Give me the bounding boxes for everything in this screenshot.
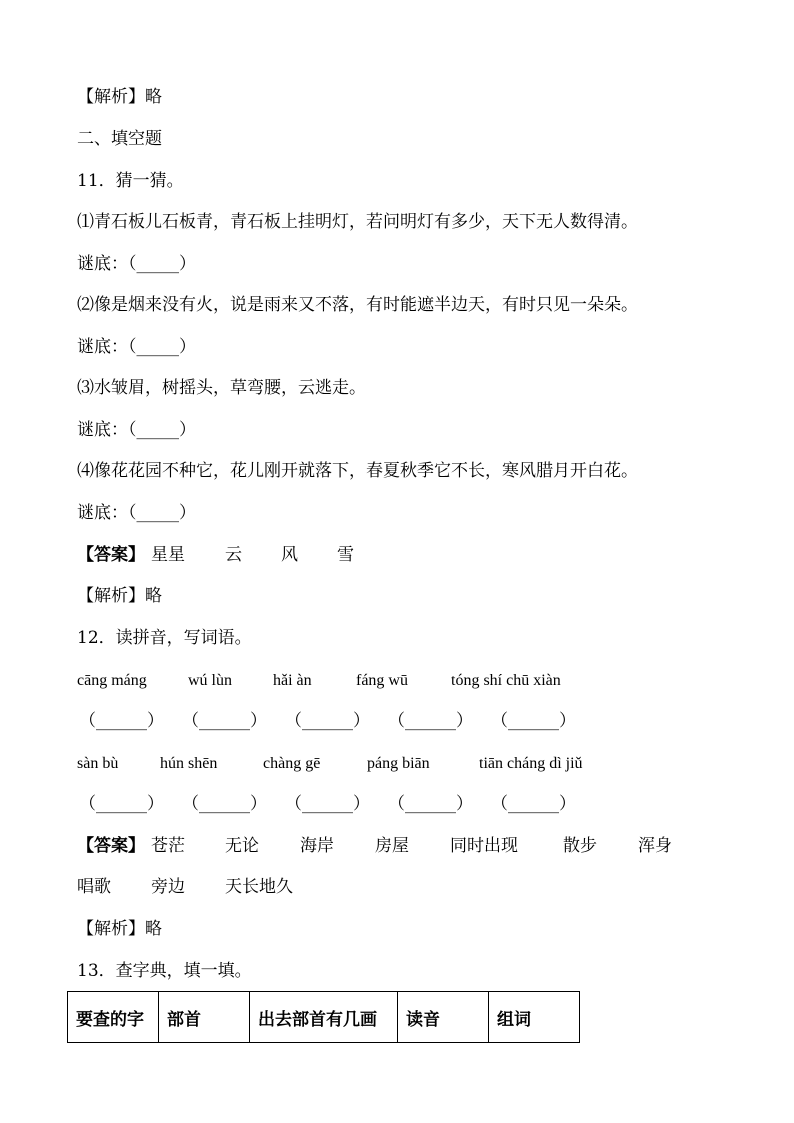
q11-answer-item: 云 (225, 545, 242, 565)
q12-blank: （______） (79, 794, 164, 814)
q12-answer-item: 唱歌 (77, 877, 111, 897)
q12-blank: （______） (79, 711, 164, 731)
table-header-row (68, 992, 580, 1043)
q12-pinyin: páng biān (367, 755, 430, 772)
q12-pinyin: wú lùn (188, 672, 232, 689)
q12-answer-item: 散步 (563, 836, 597, 856)
q12-answer-item: 浑身 (638, 836, 672, 856)
q12-blank: （______） (182, 794, 267, 814)
q12-answer-label: 【答案】 (77, 836, 145, 856)
q12-blank: （______） (491, 794, 576, 814)
q12-pinyin: sàn bù (77, 755, 119, 772)
q11-analysis: 【解析】略 (77, 586, 162, 606)
q12-answer-item: 无论 (225, 836, 259, 856)
q12-answer-item: 海岸 (300, 836, 334, 856)
q11-riddle-3: ⑶水皱眉，树摇头，草弯腰，云逃走。 (77, 378, 366, 398)
q12-answer-item: 同时出现 (450, 836, 518, 856)
q11-riddle-4: ⑷像花花园不种它，花儿刚开就落下，春夏秋季它不长，寒风腊月开白花。 (77, 461, 638, 481)
table-header-cell: 要查的字 (68, 992, 159, 1043)
q12-blank: （______） (285, 794, 370, 814)
q12-pinyin: chàng gē (263, 755, 321, 772)
q12-pinyin: tiān cháng dì jiǔ (479, 755, 583, 772)
q11-blank-1: 谜底：（_____） (77, 254, 196, 274)
q11-answer-item: 雪 (337, 545, 354, 565)
analysis-top: 【解析】略 (77, 87, 162, 107)
q12-analysis: 【解析】略 (77, 919, 162, 939)
q12-pinyin: tóng shí chū xiàn (451, 672, 561, 689)
q11-riddle-2: ⑵像是烟来没有火，说是雨来又不落，有时能遮半边天，有时只见一朵朵。 (77, 295, 638, 315)
q12-blank: （______） (285, 711, 370, 731)
q12-title: 12．读拼音，写词语。 (77, 628, 252, 648)
q11-blank-3: 谜底：（_____） (77, 420, 196, 440)
q12-blank: （______） (182, 711, 267, 731)
q12-blank: （______） (388, 711, 473, 731)
q13-dictionary-table (67, 991, 580, 1043)
q12-pinyin: fáng wū (356, 672, 408, 689)
q12-blank: （______） (388, 794, 473, 814)
q12-answer-item: 旁边 (151, 877, 185, 897)
q11-answer-item: 风 (281, 545, 298, 565)
q12-answer-item: 苍茫 (151, 836, 185, 856)
q12-pinyin: hún shēn (160, 755, 218, 772)
section-title: 二、填空题 (77, 129, 162, 149)
table-header-cell: 出去部首有几画 (250, 992, 398, 1043)
q12-pinyin: hǎi àn (273, 672, 312, 689)
q12-blank: （______） (491, 711, 576, 731)
q12-pinyin: cāng máng (77, 672, 147, 689)
q11-title: 11．猜一猜。 (77, 171, 184, 191)
table-header-cell: 部首 (159, 992, 250, 1043)
q13-title: 13．查字典，填一填。 (77, 961, 252, 981)
q12-answer-item: 房屋 (375, 836, 409, 856)
q11-riddle-1: ⑴青石板儿石板青，青石板上挂明灯，若问明灯有多少，天下无人数得清。 (77, 212, 638, 232)
q12-answer-item: 天长地久 (225, 877, 293, 897)
table-header-cell: 读音 (398, 992, 489, 1043)
q11-blank-2: 谜底：（_____） (77, 337, 196, 357)
table-header-cell: 组词 (489, 992, 580, 1043)
q11-answer-item: 星星 (151, 545, 185, 565)
q11-answer-label: 【答案】 (77, 545, 145, 565)
q11-blank-4: 谜底：（_____） (77, 503, 196, 523)
